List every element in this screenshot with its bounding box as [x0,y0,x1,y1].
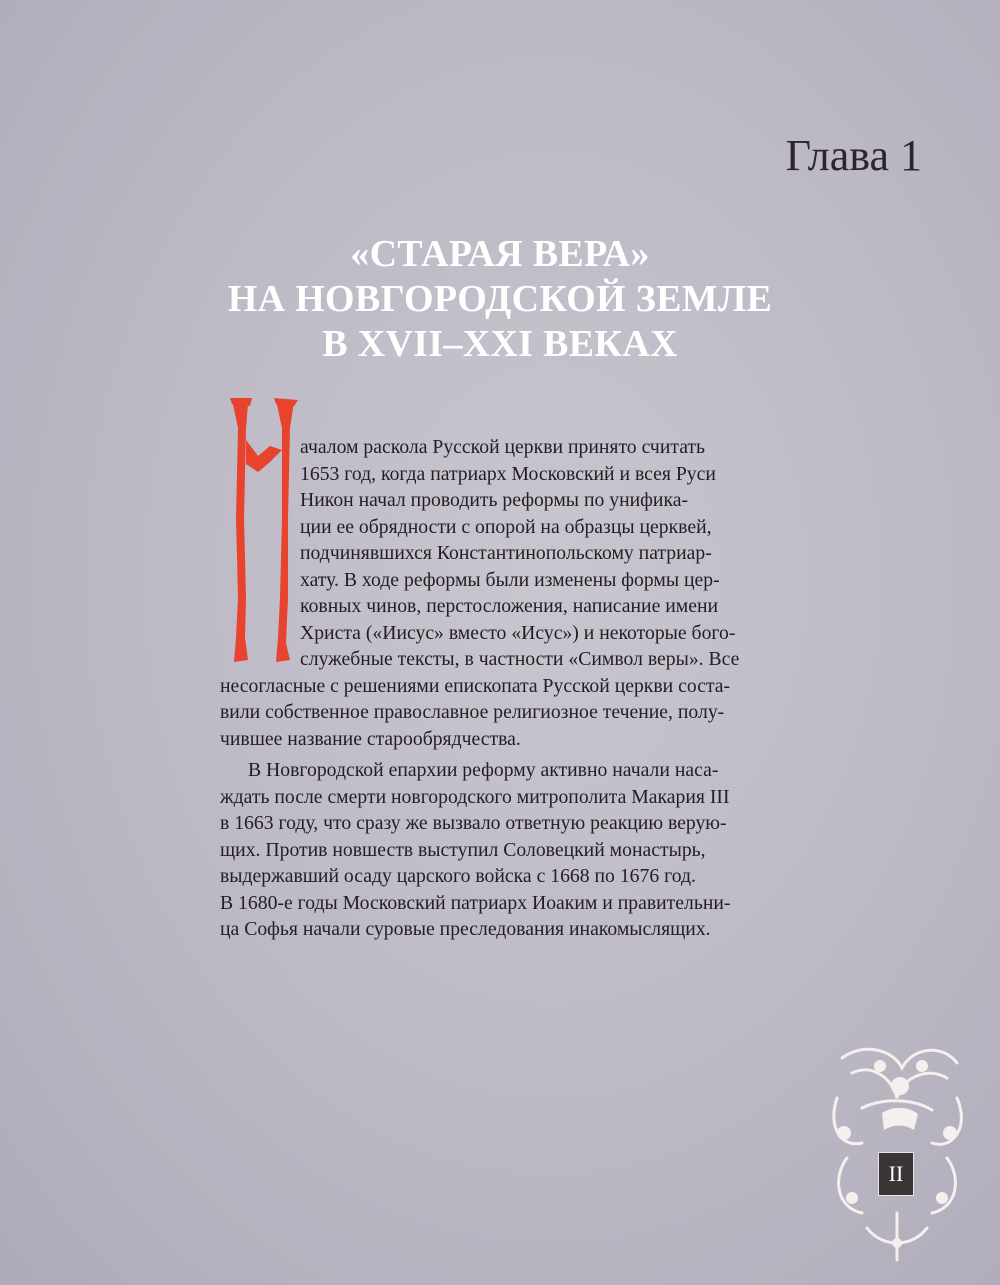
text-line: ца Софья начали суровые преследования инакомыслящих. [220,918,711,940]
text-line: щих. Против новшеств выступил Соловецкий монастырь, [220,838,706,861]
text-line: В Новгородской епархии реформу активно начали наса- [248,759,719,781]
title-line-3: В XVII–XXI ВЕКАХ [322,323,678,365]
paragraph-1 [220,434,770,752]
text-line: вили собственное православное религиозное течение, полу- [220,701,725,723]
text-line: в 1663 году, что сразу же вызвало ответную реакцию верую- [220,812,727,834]
title-line-1: «СТАРАЯ ВЕРА» [350,233,650,275]
text-line: чившее название старообрядчества. [220,727,521,750]
ornament-icon [822,1038,972,1263]
paragraph-2 [220,757,770,943]
title-line-2: НА НОВГОРОДСКОЙ ЗЕМЛЕ [227,278,773,320]
text-line: хату. В ходе реформы были изменены формы цер- [300,568,720,591]
chapter-label: Глава 1 [785,131,922,180]
text-line: 1653 год, когда патриарх Московский и всея Руси [300,462,716,485]
text-line: ции ее обрядности с опорой на образцы церквей, [300,515,712,538]
text-line: Христа («Иисус» вместо «Исус») и некоторые бого- [300,621,736,644]
text-line: Никон начал проводить реформы по унифика- [300,489,689,511]
text-line: ковных чинов, перстосложения, написание имени [300,595,719,617]
body-text [220,434,770,943]
chapter-title [0,232,1000,367]
text-line: служебные тексты, в частности «Символ веры». Все [300,648,740,670]
text-line: несогласные с решениями епископата Русской церкви соста- [220,674,731,697]
text-line: В 1680-е годы Московский патриарх Иоаким и правительни- [220,891,731,914]
text-line: выдержавший осаду царского войска с 1668 по 1676 год. [220,865,696,887]
page-number: II [878,1152,914,1196]
text-line: подчинявшихся Константинопольскому патриар- [300,542,712,564]
text-line: ачалом раскола Русской церкви принято считать [300,436,706,458]
text-line: ждать после смерти новгородского митрополита Макария III [220,785,730,808]
